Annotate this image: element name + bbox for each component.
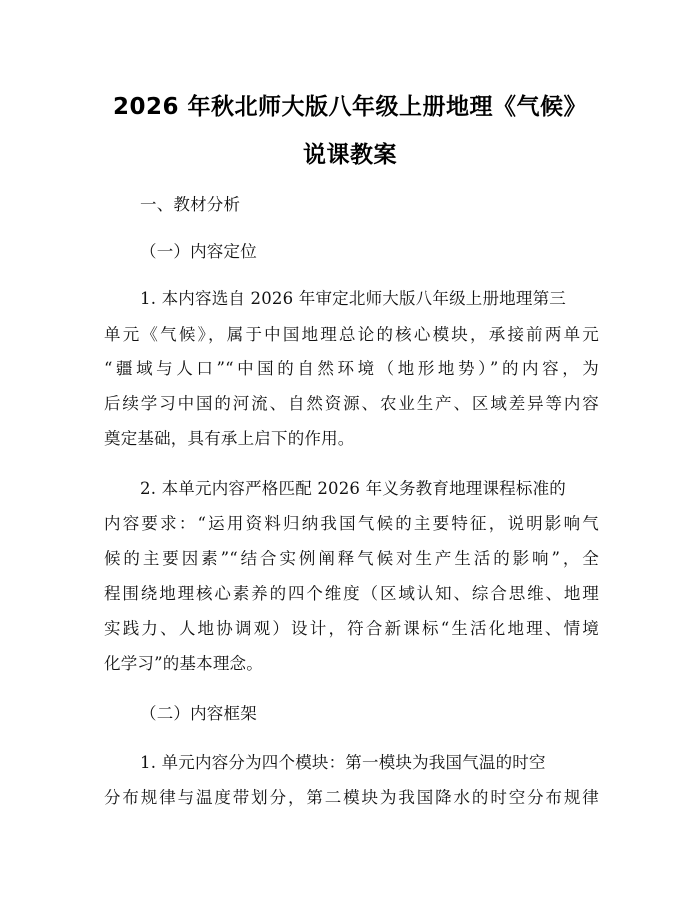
subsection-heading: （二）内容框架 [140,704,257,723]
paragraph-line: 奠定基础，具有承上启下的作用。 [104,429,355,448]
paragraph-line: “疆域与人口”“中国的自然环境（地形地势）”的内容，为 [104,359,599,378]
paragraph-line: 2. 本单元内容严格匹配 2026 年义务教育地理课程标准的 [140,479,566,498]
section-heading: 一、教材分析 [140,195,241,214]
paragraph-line: 单元《气候》，属于中国地理总论的核心模块，承接前两单元 [104,325,599,344]
paragraph-line: 实践力、人地协调观）设计，符合新课标“生活化地理、情境 [104,619,599,638]
paragraph-line: 分布规律与温度带划分，第二模块为我国降水的时空分布规律 [104,788,599,807]
subsection-heading: （一）内容定位 [140,242,257,261]
paragraph-line: 化学习”的基本理念。 [104,654,263,673]
document-title-line1: 2026 年秋北师大版八年级上册地理《气候》 [112,94,588,120]
paragraph-line: 1. 单元内容分为四个模块：第一模块为我国气温的时空 [140,753,546,772]
paragraph-line: 1. 本内容选自 2026 年审定北师大版八年级上册地理第三 [140,289,566,308]
document-title-line2: 说课教案 [303,142,397,168]
paragraph-line: 后续学习中国的河流、自然资源、农业生产、区域差异等内容 [104,394,599,413]
paragraph-line: 程围绕地理核心素养的四个维度（区域认知、综合思维、地理 [104,584,599,603]
paragraph-line: 候的主要因素”“结合实例阐释气候对生产生活的影响”，全 [104,549,599,568]
paragraph-line: 内容要求：“运用资料归纳我国气候的主要特征，说明影响气 [104,514,599,533]
